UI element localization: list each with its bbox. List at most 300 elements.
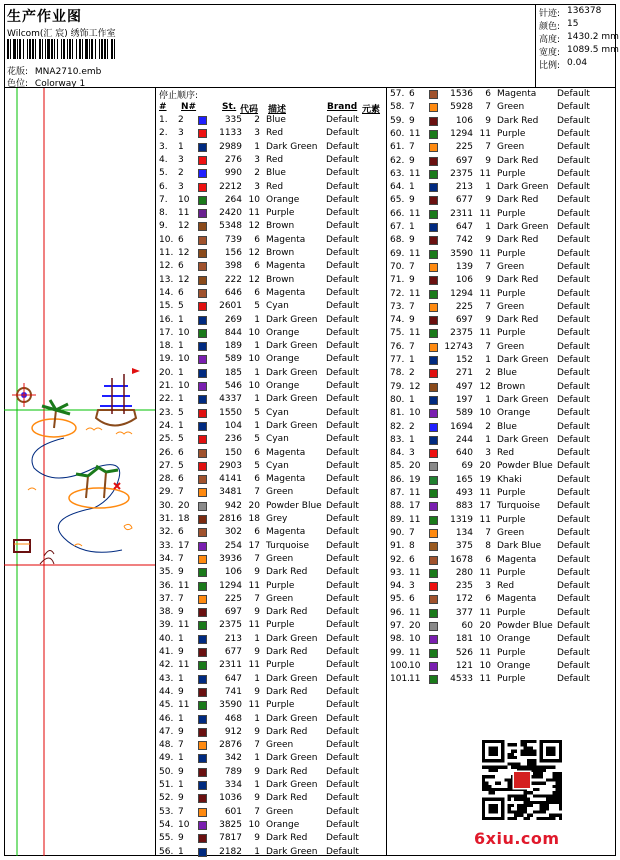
cell-st: 789: [224, 766, 242, 777]
cell-n: 1: [178, 420, 184, 431]
color-swatch: [429, 635, 438, 644]
cell-brand: Default: [557, 328, 590, 339]
color-swatch: [429, 303, 438, 312]
color-swatch: [429, 649, 438, 658]
cell-i: 41.: [159, 647, 174, 657]
stat-scale: 比例: 0.04: [539, 58, 588, 71]
cell-desc: Magenta: [497, 89, 537, 99]
table-row: [156, 393, 386, 406]
cell-st: 264: [224, 194, 242, 205]
cell-n: 17: [178, 540, 190, 551]
cell-code: 11: [479, 674, 491, 685]
cell-brand: Default: [326, 407, 359, 418]
cell-st: 244: [455, 434, 473, 445]
cell-code: 1: [254, 141, 260, 152]
cell-brand: Default: [557, 554, 590, 565]
cell-brand: Default: [557, 660, 590, 671]
color-swatch: [429, 516, 438, 525]
cell-desc: Orange: [266, 381, 300, 391]
stat-stitches: 针迹: 136378: [539, 6, 602, 19]
colorway-value: Colorway 1: [34, 79, 86, 89]
cell-st: 1036: [219, 793, 242, 804]
color-swatch: [429, 476, 438, 485]
color-swatch: [429, 436, 438, 445]
cell-i: 71.: [390, 275, 405, 286]
cell-n: 6: [178, 261, 184, 272]
cell-code: 9: [254, 607, 260, 618]
cell-st: 222: [224, 274, 242, 285]
cell-n: 5: [178, 460, 184, 471]
cell-n: 7: [178, 487, 184, 498]
table-row: [156, 340, 386, 353]
table-row: [387, 500, 617, 513]
table-header: [156, 102, 387, 114]
cell-st: 3590: [450, 248, 473, 259]
cell-st: 134: [455, 527, 473, 538]
color-swatch: [198, 222, 207, 231]
color-swatch: [429, 236, 438, 245]
table-row: [387, 141, 617, 154]
cell-desc: Purple: [266, 620, 295, 631]
color-swatch: [198, 262, 207, 271]
cell-brand: Default: [326, 780, 359, 790]
cell-i: 23.: [159, 407, 174, 418]
cell-brand: Default: [326, 819, 359, 830]
cell-n: 9: [178, 793, 184, 804]
cell-i: 53.: [159, 806, 174, 817]
color-swatch: [429, 183, 438, 192]
cell-brand: Default: [326, 168, 359, 179]
cell-st: 2311: [450, 208, 473, 219]
color-swatch: [198, 129, 207, 138]
watermark: 6xiu.com: [474, 829, 560, 848]
stop-sequence-column-1: [156, 88, 387, 856]
cell-brand: Default: [557, 89, 590, 99]
cell-code: 11: [479, 328, 491, 339]
color-swatch: [198, 475, 207, 484]
barcode-image: [7, 39, 115, 59]
cell-code: 9: [254, 793, 260, 804]
cell-desc: Dark Green: [266, 341, 318, 352]
cell-st: 225: [224, 593, 242, 604]
color-swatch: [198, 289, 207, 298]
cell-desc: Red: [266, 128, 284, 139]
cell-i: 28.: [159, 474, 174, 485]
cell-i: 20.: [159, 367, 174, 378]
cell-desc: Dark Green: [497, 394, 549, 405]
cell-n: 11: [409, 168, 421, 179]
cell-n: 11: [409, 488, 421, 498]
cell-st: 172: [455, 594, 473, 605]
color-swatch: [198, 701, 207, 710]
cell-i: 77.: [390, 355, 405, 365]
cell-desc: Purple: [497, 168, 526, 179]
design-file-value: MNA2710.emb: [34, 67, 102, 77]
cell-n: 5: [178, 407, 184, 418]
cell-desc: Orange: [266, 194, 300, 205]
cell-n: 17: [409, 501, 421, 512]
cell-brand: Default: [326, 567, 359, 578]
cell-i: 1.: [159, 115, 168, 125]
cell-i: 87.: [390, 488, 405, 498]
cell-desc: Dark Green: [266, 420, 318, 431]
cell-brand: Default: [557, 182, 590, 193]
cell-brand: Default: [557, 128, 590, 139]
cell-i: 47.: [159, 726, 174, 737]
cell-n: 3: [178, 181, 184, 192]
cell-code: 9: [485, 235, 491, 246]
cell-code: 3: [485, 448, 491, 459]
cell-code: 1: [485, 222, 491, 232]
cell-st: 990: [224, 168, 242, 179]
cell-code: 2: [254, 168, 260, 179]
cell-i: 92.: [390, 554, 405, 565]
cell-brand: Default: [557, 434, 590, 445]
cell-desc: Purple: [266, 580, 295, 591]
cell-n: 9: [409, 195, 415, 206]
cell-st: 3481: [219, 487, 242, 498]
cell-code: 6: [254, 447, 260, 458]
cell-brand: Default: [326, 500, 359, 511]
cell-brand: Default: [326, 447, 359, 458]
cell-n: 6: [178, 474, 184, 485]
cell-desc: Dark Red: [497, 155, 539, 166]
cell-i: 45.: [159, 700, 174, 711]
cell-brand: Default: [326, 726, 359, 737]
table-row: [156, 181, 386, 194]
cell-i: 69.: [390, 248, 405, 259]
cell-n: 20: [178, 500, 190, 511]
cell-i: 91.: [390, 541, 405, 552]
cell-code: 11: [248, 620, 260, 631]
cell-i: 2.: [159, 128, 168, 139]
cell-st: 5928: [450, 102, 473, 113]
cell-st: 2182: [219, 846, 242, 857]
cell-st: 697: [455, 315, 473, 326]
color-swatch: [198, 582, 207, 591]
cell-i: 90.: [390, 527, 405, 538]
cell-brand: Default: [557, 315, 590, 326]
cell-brand: Default: [557, 488, 590, 498]
cell-n: 9: [409, 115, 415, 126]
cell-st: 677: [224, 647, 242, 657]
cell-code: 2: [485, 421, 491, 432]
cell-brand: Default: [326, 420, 359, 431]
table-row: [156, 806, 386, 819]
cell-st: 12743: [444, 341, 473, 352]
cell-st: 942: [224, 500, 242, 511]
cell-code: 5: [254, 407, 260, 418]
color-swatch: [198, 329, 207, 338]
cell-st: 2816: [219, 514, 242, 524]
cell-brand: Default: [326, 540, 359, 551]
cell-code: 17: [248, 540, 260, 551]
cell-code: 9: [254, 766, 260, 777]
cell-n: 5: [178, 434, 184, 445]
cell-i: 21.: [159, 381, 174, 391]
cell-i: 39.: [159, 620, 174, 631]
color-swatch: [198, 555, 207, 564]
cell-brand: Default: [326, 381, 359, 391]
cell-i: 67.: [390, 222, 405, 232]
cell-st: 104: [224, 420, 242, 431]
cell-desc: Green: [266, 740, 294, 751]
cell-i: 14.: [159, 287, 174, 298]
cell-n: 9: [178, 647, 184, 657]
cell-desc: Green: [497, 527, 525, 538]
color-swatch: [429, 502, 438, 511]
cell-n: 11: [409, 567, 421, 578]
cell-code: 1: [485, 355, 491, 365]
cell-desc: Dark Red: [497, 235, 539, 246]
cell-n: 1: [178, 341, 184, 352]
cell-desc: Green: [497, 102, 525, 113]
color-swatch: [198, 409, 207, 418]
stat-colors: 颜色: 15: [539, 19, 579, 32]
cell-desc: Cyan: [266, 301, 289, 312]
cell-st: 302: [224, 527, 242, 538]
cell-st: 739: [224, 234, 242, 245]
cell-n: 12: [409, 381, 421, 392]
color-swatch: [198, 502, 207, 511]
cell-brand: Default: [557, 341, 590, 352]
cell-i: 66.: [390, 208, 405, 219]
color-swatch: [198, 675, 207, 684]
cell-st: 4141: [219, 474, 242, 485]
cell-code: 7: [485, 341, 491, 352]
table-row: [387, 607, 617, 620]
cell-brand: Default: [326, 154, 359, 165]
table-row: [156, 779, 386, 792]
cell-i: 68.: [390, 235, 405, 246]
cell-desc: Brown: [266, 248, 295, 258]
cell-st: 106: [224, 567, 242, 578]
color-swatch: [429, 609, 438, 618]
cell-st: 189: [224, 341, 242, 352]
color-swatch: [198, 528, 207, 537]
cell-brand: Default: [557, 461, 590, 472]
cell-n: 3: [409, 448, 415, 459]
cell-n: 7: [178, 806, 184, 817]
cell-code: 1: [254, 633, 260, 644]
cell-st: 493: [455, 488, 473, 498]
cell-n: 11: [409, 128, 421, 139]
cell-i: 62.: [390, 155, 405, 166]
cell-n: 2: [409, 368, 415, 379]
cell-code: 9: [254, 833, 260, 844]
color-swatch: [198, 715, 207, 724]
cell-i: 32.: [159, 527, 174, 538]
cell-code: 5: [254, 434, 260, 445]
cell-code: 5: [254, 301, 260, 312]
color-swatch: [429, 90, 438, 99]
cell-code: 10: [248, 381, 260, 391]
cell-code: 11: [248, 208, 260, 219]
cell-n: 11: [409, 328, 421, 339]
cell-brand: Default: [326, 487, 359, 498]
cell-brand: Default: [326, 234, 359, 245]
cell-i: 18.: [159, 341, 174, 352]
cell-i: 50.: [159, 766, 174, 777]
cell-n: 1: [178, 394, 184, 405]
cell-desc: Brown: [266, 221, 295, 232]
cell-code: 11: [479, 647, 491, 658]
color-swatch: [429, 569, 438, 578]
cell-st: 7817: [219, 833, 242, 844]
cell-brand: Default: [557, 168, 590, 179]
cell-st: 377: [455, 607, 473, 618]
color-swatch: [429, 276, 438, 285]
cell-desc: Dark Red: [266, 607, 308, 618]
cell-n: 11: [178, 660, 190, 671]
cell-i: 61.: [390, 142, 405, 153]
color-swatch: [429, 409, 438, 418]
cell-brand: Default: [326, 460, 359, 471]
cell-code: 12: [248, 248, 260, 258]
cell-i: 80.: [390, 394, 405, 405]
table-row: [156, 553, 386, 566]
cell-code: 1: [254, 780, 260, 790]
cell-desc: Dark Red: [266, 833, 308, 844]
cell-code: 3: [254, 181, 260, 192]
cell-i: 38.: [159, 607, 174, 618]
table-row: [156, 726, 386, 739]
color-swatch: [198, 488, 207, 497]
cell-code: 6: [485, 89, 491, 99]
cell-code: 11: [479, 567, 491, 578]
color-swatch: [198, 648, 207, 657]
cell-desc: Brown: [266, 274, 295, 285]
cell-st: 2601: [219, 301, 242, 312]
table-row: [387, 194, 617, 207]
cell-brand: Default: [326, 620, 359, 631]
cell-n: 2: [178, 168, 184, 179]
color-swatch: [198, 568, 207, 577]
cell-n: 9: [178, 567, 184, 578]
cell-i: 84.: [390, 448, 405, 459]
cell-desc: Purple: [266, 208, 295, 219]
cell-st: 2876: [219, 740, 242, 751]
cell-brand: Default: [326, 514, 359, 524]
color-swatch: [198, 688, 207, 697]
cell-desc: Red: [266, 181, 284, 192]
cell-n: 12: [178, 248, 190, 258]
cell-n: 9: [178, 686, 184, 697]
cell-brand: Default: [557, 102, 590, 113]
cell-code: 7: [485, 142, 491, 153]
cell-i: 30.: [159, 500, 174, 511]
cell-st: 646: [224, 287, 242, 298]
cell-desc: Purple: [266, 700, 295, 711]
cell-st: 139: [455, 261, 473, 272]
cell-code: 6: [254, 527, 260, 538]
table-row: [387, 514, 617, 527]
color-swatch: [198, 302, 207, 311]
stats-panel: [535, 4, 619, 88]
cell-desc: Dark Red: [266, 686, 308, 697]
color-swatch: [429, 196, 438, 205]
table-row: [387, 288, 617, 301]
table-row: [387, 633, 617, 646]
cell-desc: Cyan: [266, 460, 289, 471]
cell-desc: Dark Red: [266, 567, 308, 578]
cell-code: 10: [248, 819, 260, 830]
cell-i: 7.: [159, 194, 168, 205]
cell-code: 1: [485, 434, 491, 445]
color-swatch: [198, 276, 207, 285]
cell-n: 1: [178, 780, 184, 790]
colorway-label: 色位:: [7, 79, 29, 89]
cell-brand: Default: [326, 341, 359, 352]
table-row: [156, 407, 386, 420]
cell-code: 6: [485, 594, 491, 605]
cell-st: 589: [455, 408, 473, 419]
color-swatch: [198, 449, 207, 458]
cell-i: 99.: [390, 647, 405, 658]
table-row: [156, 846, 386, 859]
cell-st: 546: [224, 381, 242, 391]
cell-brand: Default: [326, 527, 359, 538]
table-row: [156, 220, 386, 233]
cell-desc: Dark Green: [266, 314, 318, 325]
cell-code: 6: [254, 474, 260, 485]
cell-i: 52.: [159, 793, 174, 804]
cell-desc: Purple: [497, 248, 526, 259]
cell-brand: Default: [326, 580, 359, 591]
cell-n: 10: [178, 327, 190, 338]
cell-i: 79.: [390, 381, 405, 392]
cell-i: 46.: [159, 713, 174, 724]
cell-code: 9: [485, 115, 491, 126]
cell-code: 7: [254, 553, 260, 564]
color-swatch: [429, 462, 438, 471]
cell-st: 3936: [219, 553, 242, 564]
color-swatch: [198, 382, 207, 391]
cell-n: 6: [409, 554, 415, 565]
table-row: [387, 673, 617, 686]
cell-st: 2420: [219, 208, 242, 219]
cell-n: 6: [178, 234, 184, 245]
cell-n: 20: [409, 621, 421, 631]
cell-brand: Default: [326, 128, 359, 139]
color-swatch: [198, 143, 207, 152]
table-row: [156, 433, 386, 446]
cell-i: 11.: [159, 248, 174, 258]
cell-code: 11: [248, 700, 260, 711]
cell-brand: Default: [326, 327, 359, 338]
cell-i: 59.: [390, 115, 405, 126]
cell-i: 5.: [159, 168, 168, 179]
cell-st: 3590: [219, 700, 242, 711]
cell-desc: Purple: [497, 328, 526, 339]
cell-st: 60: [461, 621, 473, 631]
cell-brand: Default: [557, 288, 590, 299]
cell-code: 11: [479, 128, 491, 139]
cell-brand: Default: [326, 274, 359, 285]
cell-desc: Grey: [266, 514, 288, 524]
cell-i: 13.: [159, 274, 174, 285]
cell-brand: Default: [557, 474, 590, 485]
cell-i: 75.: [390, 328, 405, 339]
cell-code: 11: [479, 607, 491, 618]
cell-st: 235: [455, 581, 473, 592]
cell-n: 19: [409, 474, 421, 485]
color-swatch: [198, 821, 207, 830]
cell-code: 19: [479, 474, 491, 485]
cell-desc: Turquoise: [497, 501, 541, 512]
cell-i: 78.: [390, 368, 405, 379]
cell-i: 95.: [390, 594, 405, 605]
